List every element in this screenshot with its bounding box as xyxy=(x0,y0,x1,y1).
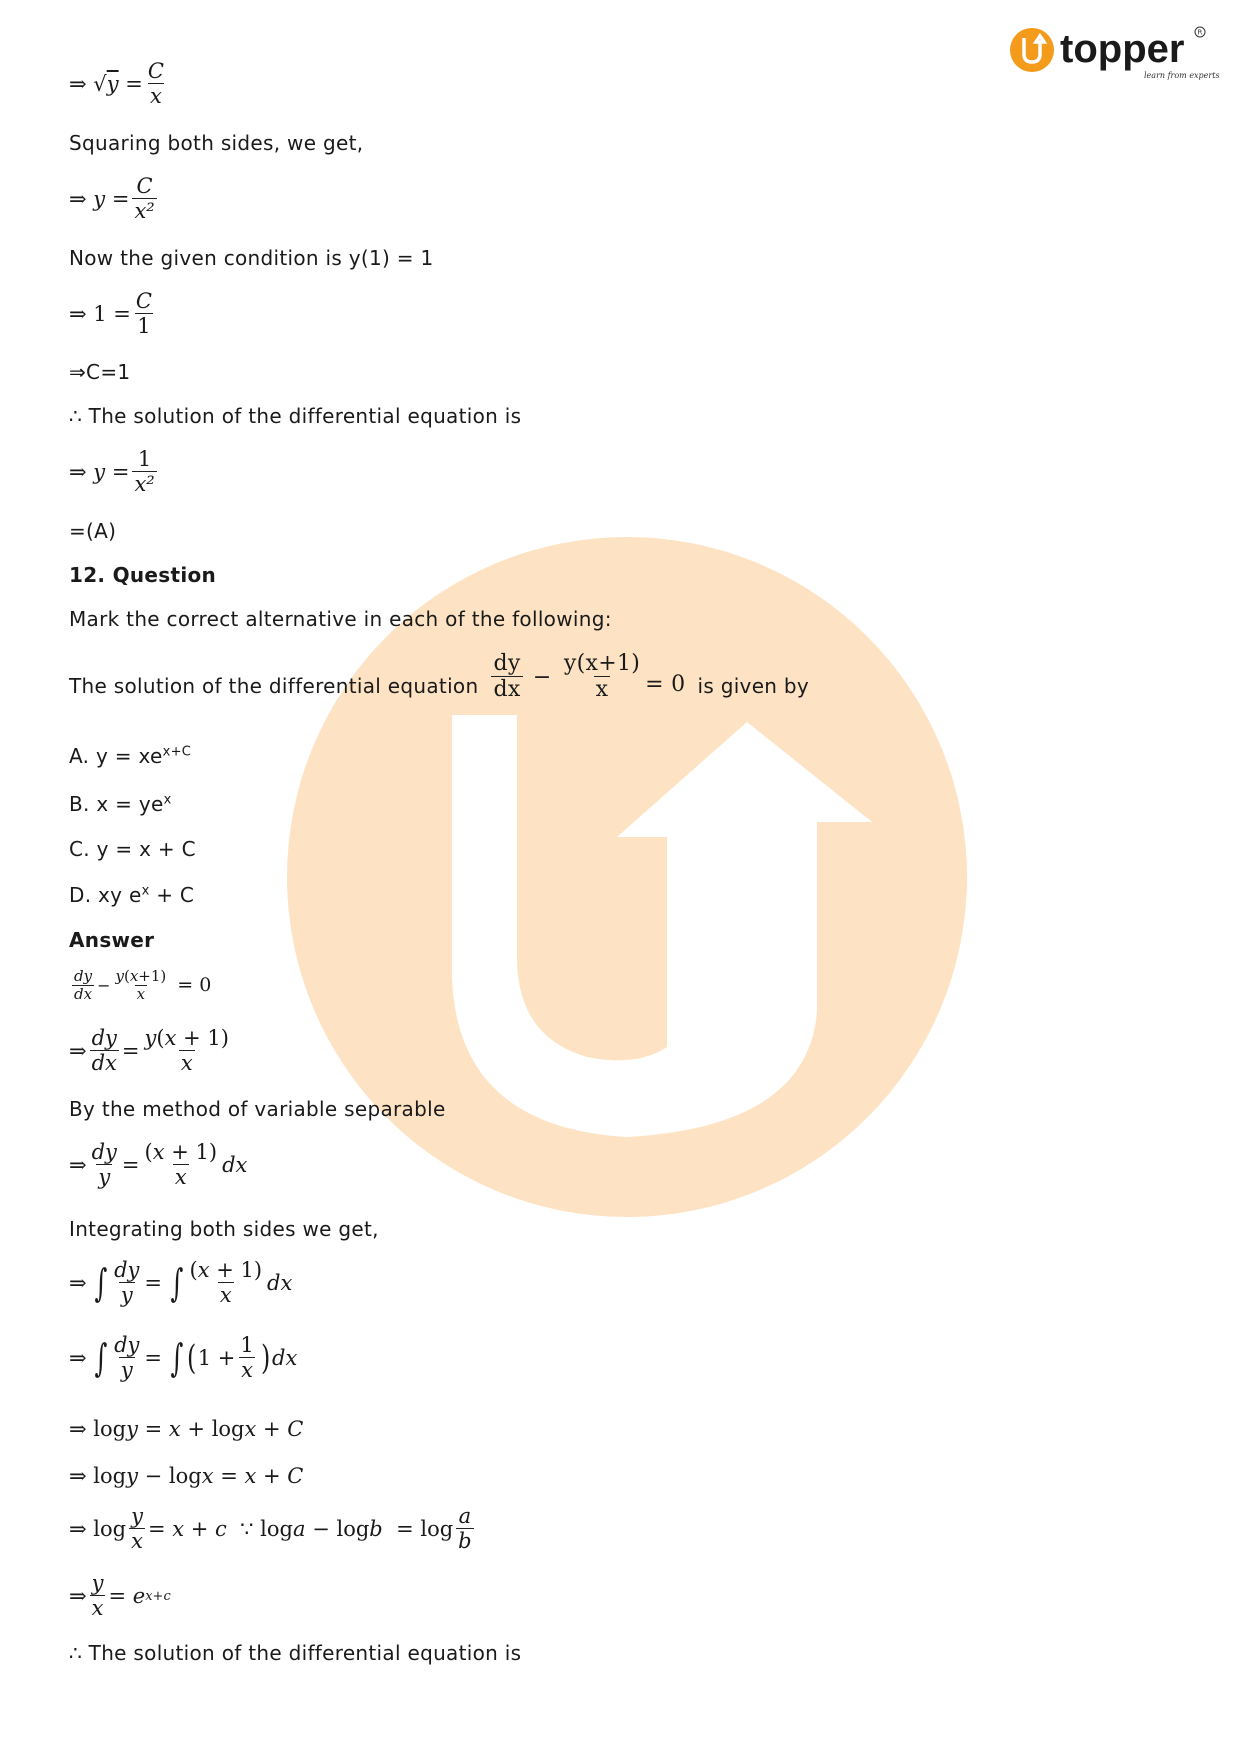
equation-dy-dx: ⇒ $\frac{dy}{dx}$ = $\frac{y(x + 1)}{x}$ xyxy=(69,1026,229,1076)
question-title: 12. Question xyxy=(69,563,217,587)
option-c: C. y = x + C xyxy=(69,837,196,861)
text-therefore-2: ∴ The solution of the differential equation is xyxy=(69,1641,522,1665)
text-condition: Now the given condition is y(1) = 1 xyxy=(69,246,434,270)
text-separable: By the method of variable separable xyxy=(69,1097,446,1121)
option-b: B. $x = ye^x$ xyxy=(69,792,172,816)
text-therefore-1: ∴ The solution of the differential equation is xyxy=(69,404,522,428)
equation-1-c-1: ⇒ 1 = $\frac{C}{1}$ xyxy=(69,289,152,339)
text-c-equals-1: ⇒C=1 xyxy=(69,360,131,384)
question-instruction: Mark the correct alternative in each of the following: xyxy=(69,607,612,631)
equation-y-1-x2: ⇒ y = $\frac{1}{\text{x²}}$ xyxy=(69,447,155,497)
option-a: A. $y = xe^{x+C}$ xyxy=(69,744,192,768)
logo-wordmark: topper xyxy=(1060,27,1185,71)
svg-text:R: R xyxy=(1197,28,1203,37)
equation-exp: ⇒ $\frac{y}{x}$ = e x+c xyxy=(69,1571,171,1621)
equation-ode: $\frac{dy}{dx}$ − $\frac{y(x+1)}{x}$ = 0 xyxy=(74,967,212,1003)
text-answer-a: =(A) xyxy=(69,519,117,543)
answer-heading: Answer xyxy=(69,928,155,952)
equation-sqrt-y: ⇒ √y = $\frac{C}{x}$ xyxy=(69,59,164,109)
option-d: D. xy $e^x + C$ xyxy=(69,883,195,907)
logo-tagline: learn from experts xyxy=(1144,71,1220,80)
stem-equation: $\frac{dy}{dx}$ − $\frac{y(x+1)}{x}$ = 0 xyxy=(493,651,686,703)
question-stem: The solution of the differential equation $\frac{dy}{dx}$ − $\frac{y(x+1)}{x}$ = 0 is given by xyxy=(69,651,810,703)
equation-separated: ⇒ $\frac{dy}{y}$ = $\frac{(x + 1)}{x}$ dx xyxy=(69,1140,248,1190)
equation-log-1: ⇒ log y = x + log x + C xyxy=(69,1417,304,1441)
equation-integral-1: ⇒ ∫ $\frac{dy}{y}$ = ∫ $\frac{(x + 1)}{x}$ dx xyxy=(69,1258,293,1308)
text-integrating: Integrating both sides we get, xyxy=(69,1217,379,1241)
equation-log-3: ⇒ log $\frac{y}{x}$ = x + c ∵ log a − log b = log $\frac{a}{b}$ xyxy=(69,1504,472,1554)
equation-integral-2: ⇒ ∫ $\frac{dy}{y}$ = ∫ ( 1 + $\frac{1}{x}$ ) dx xyxy=(69,1333,298,1383)
equation-y-c-x2: ⇒ y = $\frac{C}{\text{x²}}$ xyxy=(69,174,155,224)
equation-log-2: ⇒ log y − log x = x + C xyxy=(69,1464,304,1488)
text-squaring: Squaring both sides, we get, xyxy=(69,131,364,155)
